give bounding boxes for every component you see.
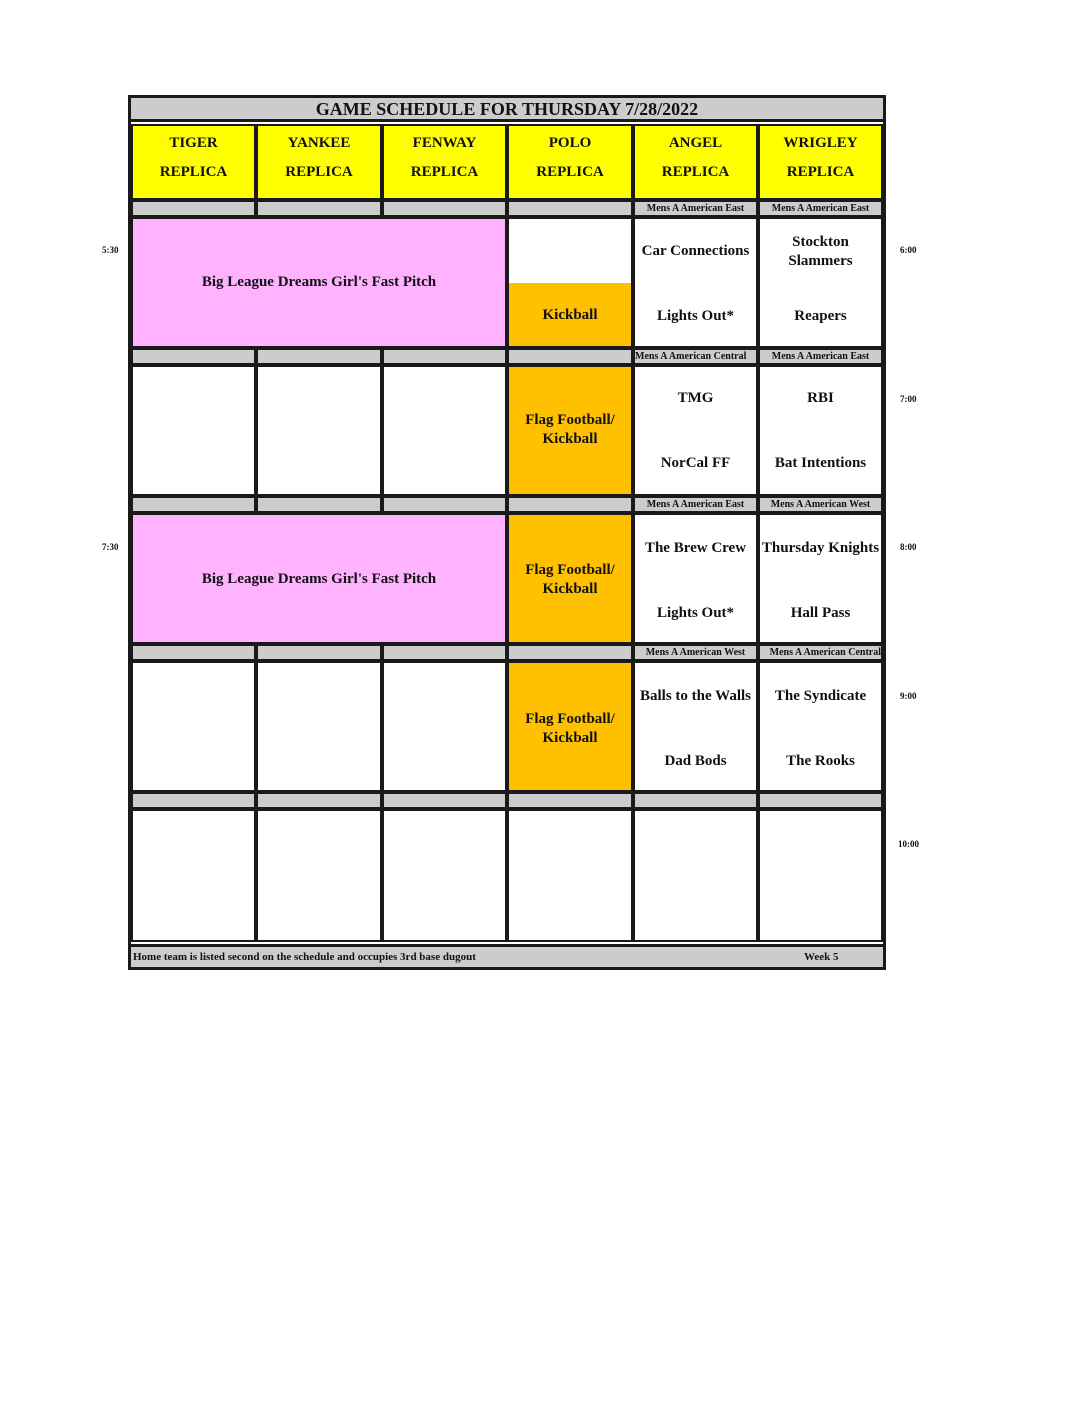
away-team: Stockton Slammers	[788, 234, 853, 269]
time-label-right: 8:00	[900, 542, 917, 552]
field-name: WRIGLEY	[783, 135, 858, 151]
home-team: Bat Intentions	[774, 455, 867, 471]
division-label: Mens A American Central	[758, 644, 883, 661]
division-label: Mens A American East	[758, 200, 883, 217]
game-cell	[758, 365, 883, 496]
home-team: Dad Bods	[664, 753, 727, 769]
empty-cell	[758, 809, 883, 942]
time-label-right: 7:00	[900, 394, 917, 404]
separator-cell	[382, 496, 507, 513]
time-label-left: 7:30	[102, 542, 119, 552]
field-sub: REPLICA	[159, 164, 228, 180]
field-sub: REPLICA	[536, 164, 604, 180]
separator-cell	[382, 644, 507, 661]
field-sub: REPLICA	[285, 164, 353, 180]
empty-cell	[382, 661, 507, 792]
girls-fast-pitch-block: Big League Dreams Girl's Fast Pitch	[131, 513, 507, 644]
footer-note: Home team is listed second on the schedule and occupies 3rd base dugout	[133, 951, 476, 963]
page-title: GAME SCHEDULE FOR THURSDAY 7/28/2022	[131, 98, 883, 122]
separator-cell	[131, 200, 256, 217]
week-label: Week 5	[804, 951, 839, 963]
flag-football-block: Flag Football/ Kickball	[507, 661, 633, 792]
game-cell	[633, 513, 758, 644]
field-name: FENWAY	[412, 135, 477, 151]
away-team: Car Connections	[641, 243, 750, 259]
game-cell	[633, 365, 758, 496]
division-label: Mens A American East	[633, 200, 758, 217]
away-team: TMG	[677, 390, 714, 406]
time-label-right: 6:00	[900, 245, 917, 255]
separator-cell	[507, 644, 633, 661]
time-label-right: 9:00	[900, 691, 917, 701]
home-team: Lights Out*	[656, 605, 735, 621]
game-cell	[633, 217, 758, 348]
separator-cell	[131, 792, 256, 809]
empty-cell	[131, 809, 256, 942]
home-team: Reapers	[794, 308, 847, 324]
header-polo	[507, 124, 633, 200]
header-yankee	[256, 124, 382, 200]
field-name: ANGEL	[668, 135, 723, 151]
kickball-block: Kickball	[509, 283, 631, 346]
separator-cell	[507, 348, 633, 365]
footer-bar	[131, 944, 883, 967]
game-cell	[758, 217, 883, 348]
separator-cell	[633, 792, 758, 809]
away-team: Balls to the Walls	[640, 688, 751, 704]
separator-cell	[131, 348, 256, 365]
division-label: Mens A American East	[758, 348, 883, 365]
field-sub: REPLICA	[661, 164, 730, 180]
header-fenway	[382, 124, 507, 200]
away-team: Thursday Knights	[761, 540, 880, 556]
division-label: Mens A American West	[758, 496, 883, 513]
home-team: Lights Out*	[656, 308, 735, 324]
division-label: Mens A American East	[633, 496, 758, 513]
division-label: Mens A American West	[633, 644, 758, 661]
empty-cell	[633, 809, 758, 942]
header-wrigley	[758, 124, 883, 200]
separator-cell	[507, 496, 633, 513]
field-name: YANKEE	[287, 135, 351, 151]
separator-cell	[256, 200, 382, 217]
empty-cell	[131, 661, 256, 792]
field-name: POLO	[548, 135, 592, 151]
separator-cell	[256, 496, 382, 513]
field-sub: REPLICA	[410, 164, 479, 180]
away-team: The Brew Crew	[644, 540, 747, 556]
header-tiger	[131, 124, 256, 200]
separator-cell	[131, 496, 256, 513]
time-label-right: 10:00	[898, 839, 919, 849]
game-cell	[758, 661, 883, 792]
field-name: TIGER	[169, 135, 218, 151]
game-cell	[633, 661, 758, 792]
separator-cell	[256, 792, 382, 809]
separator-cell	[131, 644, 256, 661]
game-cell	[758, 513, 883, 644]
girls-fast-pitch-block: Big League Dreams Girl's Fast Pitch	[131, 217, 507, 348]
home-team: The Rooks	[786, 753, 855, 769]
away-team: RBI	[807, 390, 834, 406]
flag-football-block: Flag Football/ Kickball	[507, 365, 633, 496]
empty-cell	[256, 661, 382, 792]
empty-cell	[131, 365, 256, 496]
field-sub: REPLICA	[786, 164, 855, 180]
flag-football-block: Flag Football/ Kickball	[507, 513, 633, 644]
separator-cell	[382, 348, 507, 365]
separator-cell	[507, 792, 633, 809]
separator-cell	[256, 348, 382, 365]
home-team: Hall Pass	[790, 605, 851, 621]
separator-cell	[507, 200, 633, 217]
empty-cell	[382, 809, 507, 942]
empty-cell	[507, 809, 633, 942]
division-label: Mens A American Central	[633, 348, 758, 365]
home-team: NorCal FF	[660, 455, 731, 471]
separator-cell	[382, 792, 507, 809]
separator-cell	[758, 792, 883, 809]
header-angel	[633, 124, 758, 200]
empty-cell	[256, 365, 382, 496]
separator-cell	[256, 644, 382, 661]
away-team: The Syndicate	[774, 688, 867, 704]
separator-cell	[382, 200, 507, 217]
time-label-left: 5:30	[102, 245, 119, 255]
empty-cell	[382, 365, 507, 496]
empty-cell	[256, 809, 382, 942]
